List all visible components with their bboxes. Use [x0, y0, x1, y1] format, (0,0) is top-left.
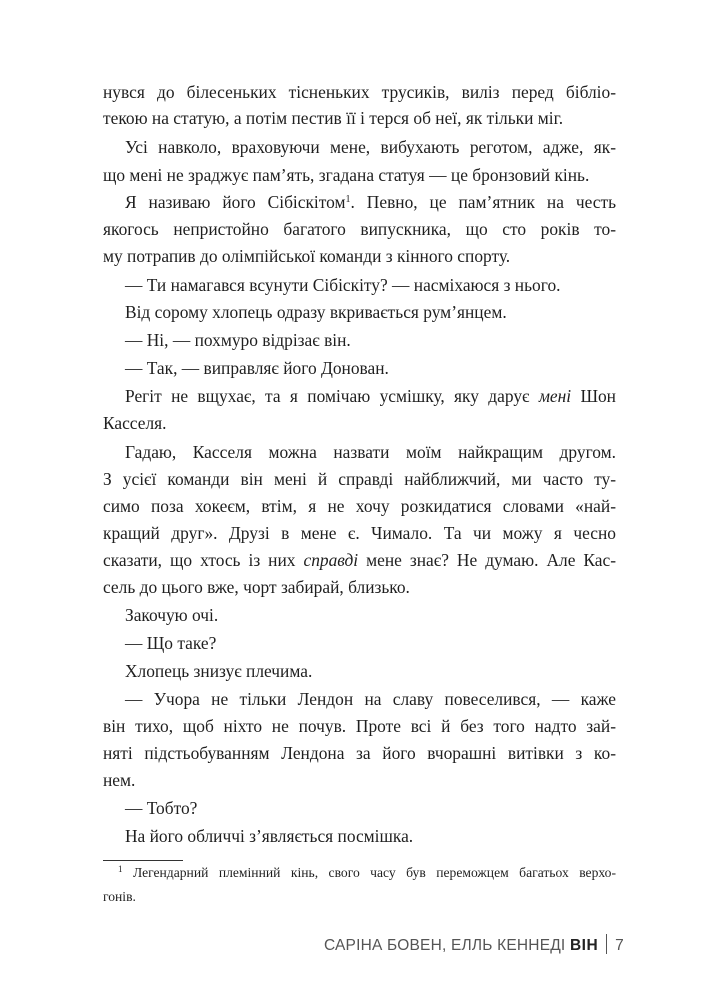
text-line: З усієї команди він мені й справді найближчий, ми часто ту-	[103, 469, 616, 489]
page-number: 7	[615, 937, 624, 954]
text-line: — Ти намагався всунути Сібіскіту? — насміхаюся з нього.	[125, 275, 561, 295]
footnote-marker: 1	[118, 864, 123, 874]
text-line: Від сорому хлопець одразу вкривається рум’янцем.	[125, 302, 507, 322]
text-run: Шон	[571, 386, 616, 406]
text-line	[125, 189, 616, 215]
text-line: якогось непристойно багатого випускника, що сто років то-	[103, 219, 616, 239]
text-line: сель до цього вже, чорт забирай, близько.	[103, 577, 410, 597]
text-line: — Так, — виправляє його Донован.	[125, 358, 389, 378]
text-line: му потрапив до олімпійської команди з кінного спорту.	[103, 246, 511, 266]
footnote-ref[interactable]: 1	[345, 194, 351, 205]
text-line: Касселя.	[103, 413, 167, 433]
text-line: текою на статую, а потім пестив її і терся об неї, як тільки міг.	[103, 108, 564, 128]
text-line: — Що таке?	[125, 633, 217, 653]
footer-book-title: ВІН	[569, 937, 599, 954]
text-line: няті підстьобуванням Лендона за його вчорашні витівки з ко-	[103, 743, 616, 763]
italic-emphasis: мені	[538, 386, 572, 406]
text-line: нем.	[103, 770, 136, 790]
footnote-run: Легендарний племінний кінь, свого часу був переможцем багатьох верхо-	[122, 865, 616, 880]
italic-emphasis: справді	[303, 550, 359, 570]
text-run: мене знає? Не думаю. Але Кас-	[358, 550, 616, 570]
text-run: сказати, що хтось із них	[103, 550, 304, 570]
text-line: він тихо, щоб ніхто не почув. Проте всі й без того надто зай-	[103, 716, 616, 736]
text-line: Хлопець знизує плечима.	[125, 661, 313, 681]
footnote-divider	[103, 860, 183, 861]
text-line: симо поза хокеєм, втім, я не хочу розкидатися словами «най-	[103, 496, 616, 516]
text-line: Усі навколо, враховуючи мене, вибухають реготом, адже, як-	[125, 137, 616, 157]
text-line: що мені не зраджує пам’ять, згадана статуя — це бронзовий кінь.	[103, 165, 590, 185]
text-line: нувся до білесеньких тісненьких трусиків, виліз перед бібліо-	[103, 82, 616, 102]
footer-divider	[606, 934, 607, 954]
text-run: Регіт не вщухає, та я помічаю усмішку, яку дарує	[125, 386, 539, 406]
text-line: — Учора не тільки Лендон на славу повеселився, — каже	[125, 689, 616, 709]
text-run: Я називаю його Сібіскітом	[125, 192, 346, 212]
text-run: . Певно, це пам’ятник на честь	[350, 192, 616, 212]
footnote-text-continued: гонів.	[103, 889, 136, 904]
footer-authors: САРІНА БОВЕН, ЕЛЛЬ КЕННЕДІ	[323, 937, 566, 954]
running-footer	[324, 934, 624, 956]
footnote-text	[118, 863, 616, 883]
text-line: — Ні, — похмуро відрізає він.	[125, 330, 351, 350]
text-line: Закочую очі.	[125, 605, 219, 625]
text-line	[125, 383, 616, 409]
text-line: Гадаю, Касселя можна назвати моїм найкращим другом.	[125, 442, 616, 462]
text-line	[103, 547, 616, 573]
text-line: — Тобто?	[125, 798, 198, 818]
text-line: На його обличчі з’являється посмішка.	[125, 826, 414, 846]
text-line: кращий друг». Друзі в мене є. Чимало. Та чи можу я чесно	[103, 523, 616, 543]
